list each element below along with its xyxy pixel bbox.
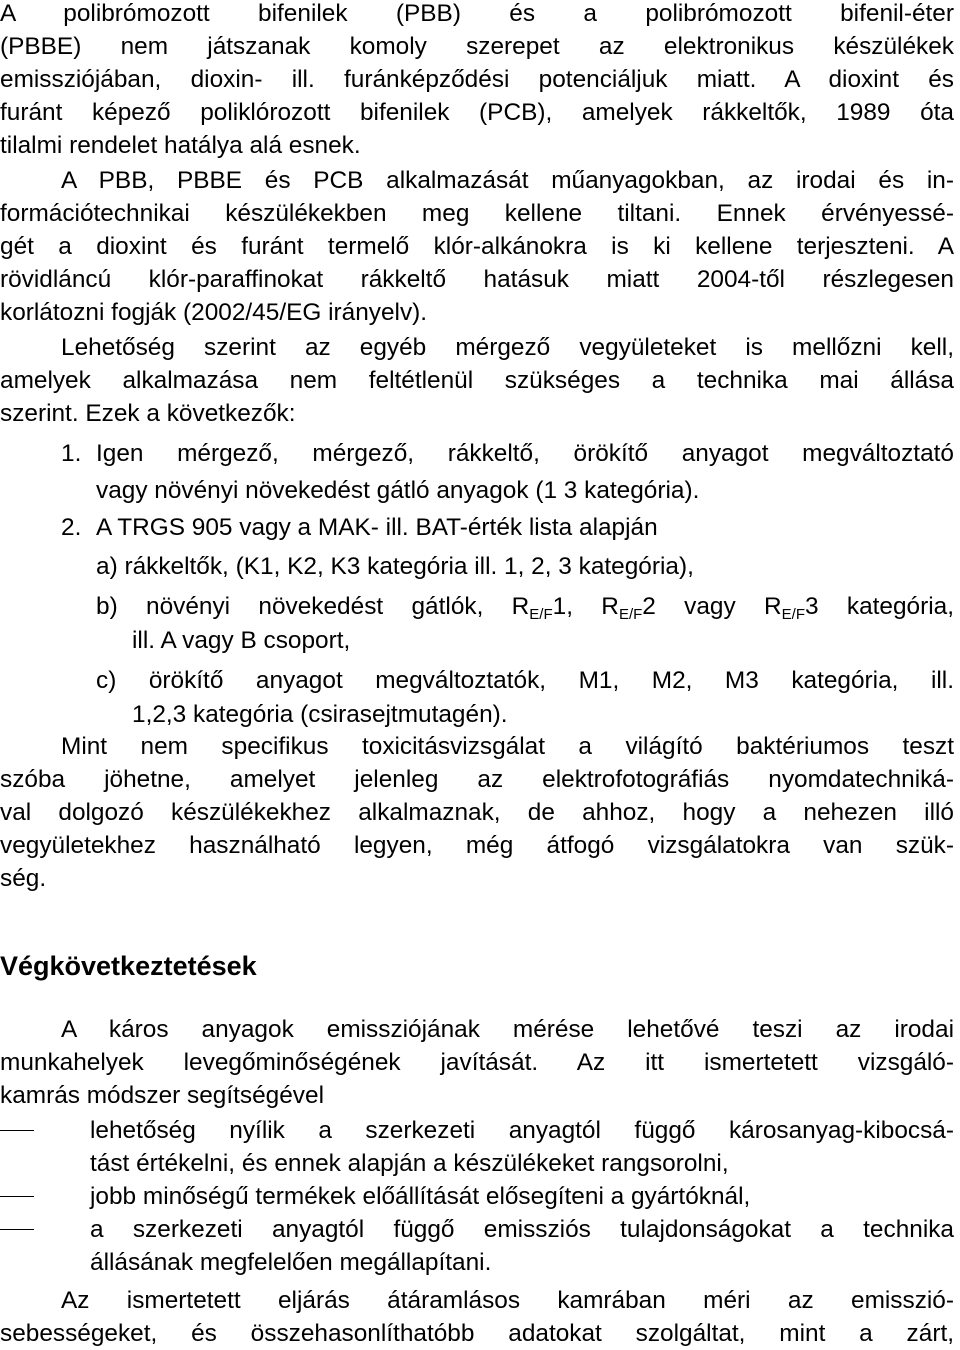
section-heading: Végkövetkeztetések xyxy=(0,951,257,981)
list-item xyxy=(0,1213,960,1279)
text-line: szerint. Ezek a következők: xyxy=(0,400,296,427)
text-line: ség. xyxy=(0,865,47,892)
text-line: Lehetőség szerint az egyéb mérgező vegyületeket is mellőzni kell, xyxy=(61,334,954,361)
text-line: furánt képező poliklórozott bifenilek (PCB), amelyek rákkeltők, 1989 óta xyxy=(0,99,954,126)
text-line: formációtechnikai készülékekben meg kellene tiltani. Ennek érvényessé- xyxy=(0,200,954,227)
text-line: tilalmi rendelet hatálya alá esnek. xyxy=(0,132,361,159)
list-number: 1. xyxy=(61,440,82,467)
text-fragment: b) növényi növekedést gátlók, R xyxy=(96,593,530,620)
subscript: E/F xyxy=(529,606,553,623)
subscript: E/F xyxy=(781,606,805,623)
list-item-text: lehetőség nyílik a szerkezeti anyagtól függő károsanyag-kibocsá- xyxy=(90,1117,954,1144)
list-item-text: a szerkezeti anyagtól függő emissziós tulajdonságokat a technika xyxy=(90,1216,954,1243)
list-item-text: Igen mérgező, mérgező, rákkeltő, örökítő anyagot megváltoztató xyxy=(96,440,954,467)
text-line: A polibrómozott bifenilek (PBB) és a polibrómozott bifenil-éter xyxy=(0,0,954,27)
text-line: emissziójában, dioxin- ill. furánképződési potenciáljuk miatt. A dioxint és xyxy=(0,66,954,93)
list-item-text: vagy növényi növekedést gátló anyagok (1 3 kategória). xyxy=(96,477,700,504)
text-line: szóba jöhetne, amelyet jelenleg az elektrofotográfiás nyomdatechniká- xyxy=(0,766,954,793)
sub-item-b xyxy=(96,590,954,623)
text-line: korlátozni fogják (2002/45/EG irányelv). xyxy=(0,299,428,326)
text-line: (PBBE) nem játszanak komoly szerepet az elektronikus készülékek xyxy=(0,33,954,60)
text-fragment: 3 kategória, xyxy=(804,593,954,620)
text-line: vegyületekhez használható legyen, még átfogó vizsgálatokra van szük- xyxy=(0,832,954,859)
text-fragment: 2 vagy R xyxy=(642,593,782,620)
text-line: amelyek alkalmazása nem feltétlenül szükséges a technika mai állása xyxy=(0,367,954,394)
list-item-text: állásának megfelelően megállapítani. xyxy=(90,1249,492,1276)
text-line: A PBB, PBBE és PCB alkalmazását műanyagokban, az irodai és in- xyxy=(61,167,954,194)
text-line: Mint nem specifikus toxicitásvizsgálat a világító baktériumos teszt xyxy=(61,733,954,760)
text-line: rövidláncú klór-paraffinokat rákkeltő hatásuk miatt 2004-től részlegesen xyxy=(0,266,954,293)
text-line: gét a dioxint és furánt termelő klór-alkánokra is ki kellene terjeszteni. A xyxy=(0,233,954,260)
text-fragment: 1, R xyxy=(552,593,619,620)
sub-item-b-cont: ill. A vagy B csoport, xyxy=(132,627,351,654)
text-line: munkahelyek levegőminőségének javítását. Az itt ismertetett vizsgáló- xyxy=(0,1049,954,1076)
dash-bullet-icon xyxy=(0,1196,34,1197)
text-line: A káros anyagok emissziójának mérése lehetővé teszi az irodai xyxy=(61,1016,954,1043)
text-line: kamrás módszer segítségével xyxy=(0,1082,324,1109)
dash-bullet-icon xyxy=(0,1130,34,1131)
subscript: E/F xyxy=(618,606,643,623)
dash-bullet-icon xyxy=(0,1229,34,1230)
text-line: Az ismertetett eljárás átáramlásos kamrában méri az emisszió- xyxy=(61,1287,954,1314)
text-line: val dolgozó készülékekhez alkalmaznak, de ahhoz, hogy a nehezen illó xyxy=(0,799,954,826)
list-item-text: jobb minőségű termékek előállítását elősegíteni a gyártóknál, xyxy=(90,1183,751,1210)
list-item-text: A TRGS 905 vagy a MAK- ill. BAT-érték lista alapján xyxy=(96,514,658,541)
text-line: sebességeket, és összehasonlíthatóbb adatokat szolgáltat, mint a zárt, xyxy=(0,1320,954,1347)
sub-item-a: a) rákkeltők, (K1, K2, K3 kategória ill. 1, 2, 3 kategória), xyxy=(96,553,694,580)
list-number: 2. xyxy=(61,514,82,541)
list-item xyxy=(0,1180,960,1213)
list-item-text: tást értékelni, és ennek alapján a készülékeket rangsorolni, xyxy=(90,1150,729,1177)
list-item xyxy=(0,1114,960,1180)
sub-item-c: c) örökítő anyagot megváltoztatók, M1, M2, M3 kategória, ill. xyxy=(96,667,954,694)
sub-item-c-cont: 1,2,3 kategória (csirasejtmutagén). xyxy=(132,701,508,728)
